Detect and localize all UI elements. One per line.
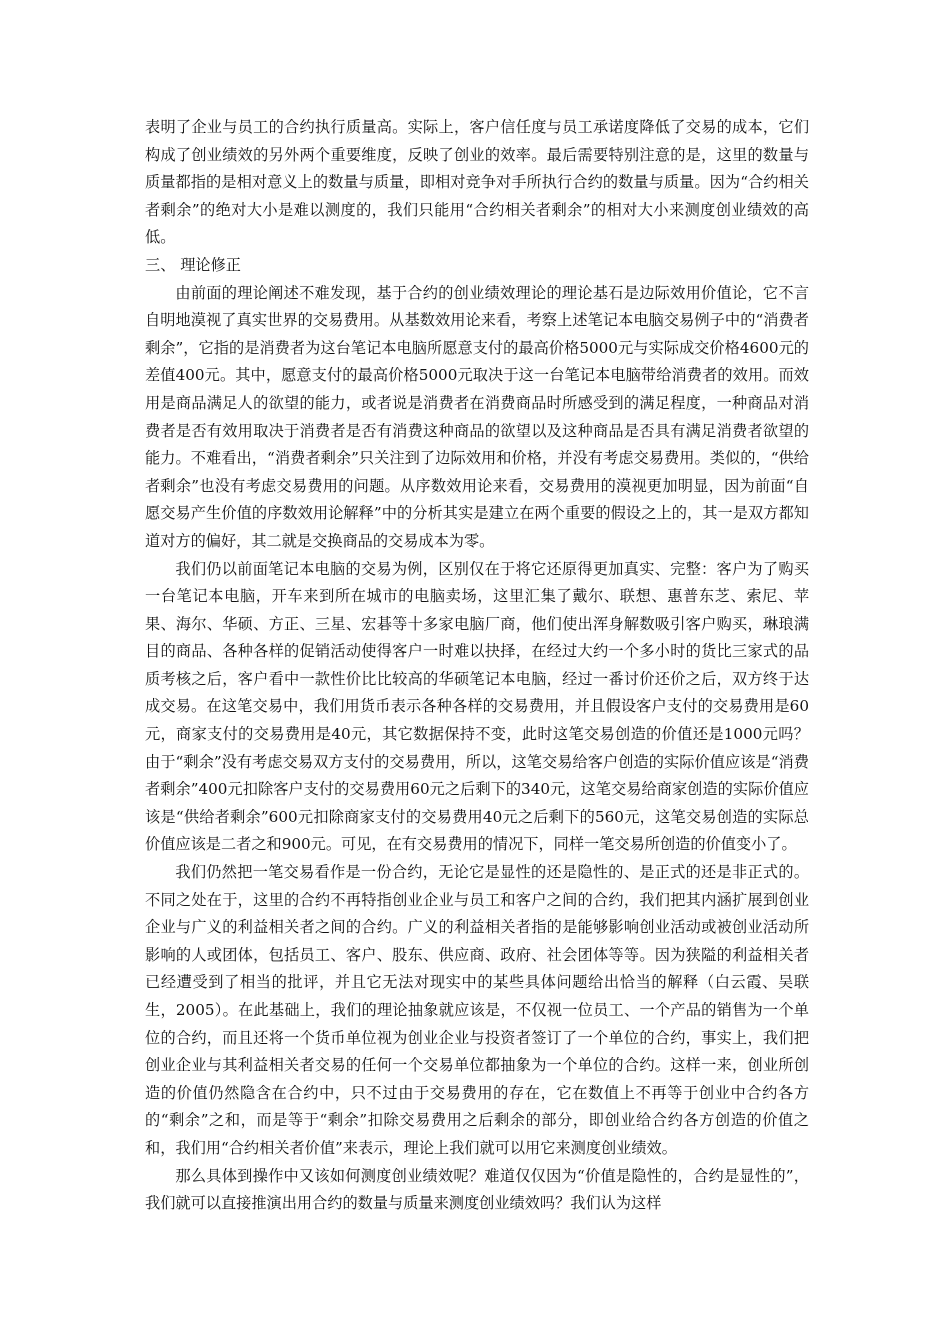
paragraph-continuation: 表明了企业与员工的合约执行质量高。实际上，客户信任度与员工承诺度降低了交易的成本，它们构成了创业绩效的另外两个重要维度，反映了创业的效率。最后需要特别注意的是，这里的数量与质量都指的是相对意义上的数量与质量，即相对竞争对手所执行合约的数量与质量。因为“合约相关者剩余”的绝对大小是难以测度的，我们只能用“合约相关者剩余”的相对大小来测度创业绩效的高低。 <box>145 118 809 247</box>
paragraph-stakeholder-contract: 我们仍然把一笔交易看作是一份合约，无论它是显性的还是隐性的、是正式的还是非正式的。不同之处在于，这里的合约不再特指创业企业与员工和客户之间的合约，我们把其内涵扩展到创业企业与广义的利益相关者之间的合约。广义的利益相关者指的是能够影响创业活动或被创业活动所影响的人或团体，包括员工、客户、股东、供应商、政府、社会团体等等。因为狭隘的利益相关者已经遭受到了相当的批评，并且它无法对现实中的某些具体问题给出恰当的解释（白云霞、吴联生，2005）。在此基础上，我们的理论抽象就应该是，不仅视一位员工、一个产品的销售为一个单位的合约，而且还将一个货币单位视为创业企业与投资者签订了一个单位的合约，事实上，我们把创业企业与其利益相关者交易的任何一个交易单位都抽象为一个单位的合约。这样一来，创业所创造的价值仍然隐含在合约中，只不过由于交易费用的存在，它在数值上不再等于创业中合约各方的“剩余”之和，而是等于“剩余”扣除交易费用之后剩余的部分，即创业给合约各方创造的价值之和，我们用“合约相关者价值”来表示，理论上我们就可以用它来测度创业绩效。 <box>145 863 809 1157</box>
paragraph-laptop-example: 我们仍以前面笔记本电脑的交易为例，区别仅在于将它还原得更加真实、完整：客户为了购买一台笔记本电脑，开车来到所在城市的电脑卖场，这里汇集了戴尔、联想、惠普东芝、索尼、苹果、海尔、华硕、方正、三星、宏碁等十多家电脑厂商，他们使出浑身解数吸引客户购买，琳琅满目的商品、各种各样的促销活动使得客户一时难以抉择，在经过大约一个多小时的货比三家式的品质考核之后，客户看中一款性价比比较高的华硕笔记本电脑，经过一番讨价还价之后，双方终于达成交易。在这笔交易中，我们用货币表示各种各样的交易费用，并且假设客户支付的交易费用是60元，商家支付的交易费用是40元，其它数据保持不变，此时这笔交易创造的价值还是1000元吗？由于“剩余”没有考虑交易双方支付的交易费用，所以，这笔交易给客户创造的实际价值应该是“消费者剩余”400元扣除客户支付的交易费用60元之后剩下的340元，这笔交易给商家创造的实际价值应该是“供给者剩余”600元扣除商家支付的交易费用40元之后剩下的560元，这笔交易创造的实际总价值应该是二者之和900元。可见，在有交易费用的情况下，同样一笔交易所创造的价值变小了。 <box>145 559 809 854</box>
paragraph-marginal-utility: 由前面的理论阐述不难发现，基于合约的创业绩效理论的理论基石是边际效用价值论，它不言自明地漠视了真实世界的交易费用。从基数效用论来看，考察上述笔记本电脑交易例子中的“消费者剩余”，它指的是消费者为这台笔记本电脑所愿意支付的最高价格5000元与实际成交价格4600元的差值400元。其中，愿意支付的最高价格5000元取决于这一台笔记本电脑带给消费者的效用。而效用是商品满足人的欲望的能力，或者说是消费者在消费商品时所感受到的满足程度，一种商品对消费者是否有效用取决于消费者是否有消费这种商品的欲望以及这种商品是否具有满足消费者欲望的能力。不难看出，“消费者剩余”只关注到了边际效用和价格，并没有考虑交易费用。类似的，“供给者剩余”也没有考虑交易费用的问题。从序数效用论来看，交易费用的漠视更加明显，因为前面“自愿交易产生价值的序数效用论解释”中的分析其实是建立在两个重要的假设之上的，其一是双方都知道对方的偏好，其二就是交换商品的交易成本为零。 <box>145 283 809 550</box>
paragraph-measurement-question: 那么具体到操作中又该如何测度创业绩效呢？难道仅仅因为“价值是隐性的，合约是显性的”，我们就可以直接推演出用合约的数量与质量来测度创业绩效吗？我们认为这样 <box>145 1166 809 1213</box>
section-heading-theory-revision: 三、 理论修正 <box>145 255 241 274</box>
document-body <box>145 114 809 1218</box>
